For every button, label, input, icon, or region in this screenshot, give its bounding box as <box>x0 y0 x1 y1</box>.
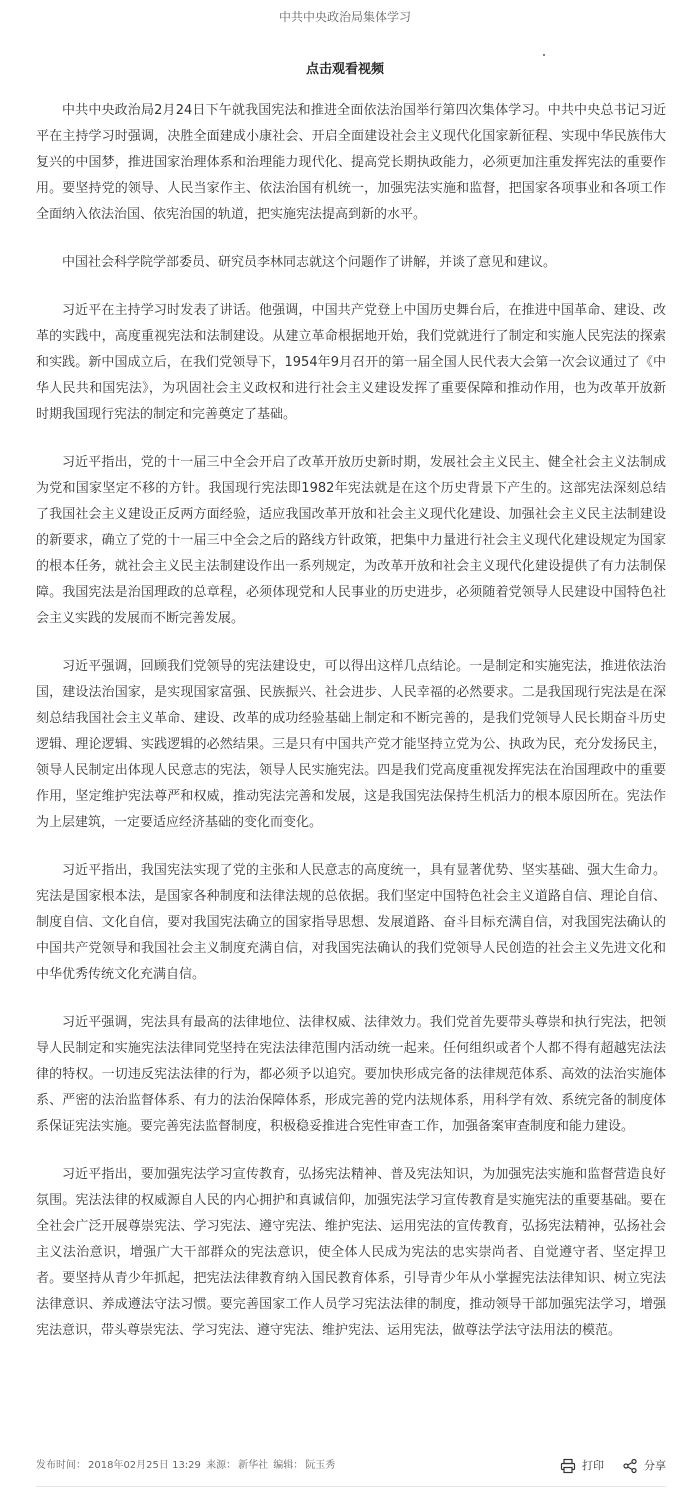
share-button[interactable] <box>622 1454 666 1478</box>
footer-divider <box>36 1486 666 1487</box>
article-footer <box>36 1454 666 1478</box>
article-paragraph: 中国社会科学院学部委员、研究员李林同志就这个问题作了讲解，并谈了意见和建议。 <box>62 255 557 270</box>
publish-time-label: 发布时间： <box>36 1460 86 1471</box>
article-paragraph: 中共中央政治局2月24日下午就我国宪法和推进全面依法治国举行第四次集体学习。中共中央总书记习近平在主持学习时强调，决胜全面建成小康社会、开启全面建设社会主义现代化国家新征程、实现中华民族伟大复兴的中国梦，推进国家治理体系和治理能力现代化、提高党长期执政能力，必须更加注重发挥宪法的重要作用。要坚持党的领导、人民当家作主、依法治国有机统一，加强宪法实施和监督，把国家各项事业和各项工作全面纳入依法治国、依宪治国的轨道，把实施宪法提高到新的水平。 <box>36 103 666 222</box>
watch-video-link[interactable]: 点击观看视频 <box>305 62 384 77</box>
article-body <box>36 98 666 1366</box>
page-title: 中共中央政治局集体学习 <box>278 10 411 24</box>
publish-time: 2018年02月25日 13:29 <box>88 1460 201 1471</box>
article-actions <box>560 1454 666 1478</box>
article-paragraph: 习近平指出，要加强宪法学习宣传教育，弘扬宪法精神、普及宪法知识，为加强宪法实施和监督营造良好氛围。宪法法律的权威源自人民的内心拥护和真诚信仰，加强宪法学习宣传教育是实施宪法的重要基础。要在全社会广泛开展尊崇宪法、学习宪法、遵守宪法、维护宪法、运用宪法的宣传教育，弘扬宪法精神，弘扬社会主义法治意识，增强广大干部群众的宪法意识，使全体人民成为宪法的忠实崇尚者、自觉遵守者、坚定捍卫者。要坚持从青少年抓起，把宪法法律教育纳入国民教育体系，引导青少年从小掌握宪法法律知识、树立宪法法律意识、养成遵法守法习惯。要完善国家工作人员学习宪法法律的制度，推动领导干部加强宪法学习，增强宪法意识，带头尊崇宪法、学习宪法、遵守宪法、维护宪法、运用宪法，做尊法学法守法用法的模范。 <box>36 1167 666 1338</box>
article-paragraph: 习近平在主持学习时发表了讲话。他强调，中国共产党登上中国历史舞台后，在推进中国革命、建设、改革的实践中，高度重视宪法和法制建设。从建立革命根据地开始，我们党就进行了制定和实施人民宪法的探索和实践。新中国成立后，在我们党领导下，1954年9月召开的第一届全国人民代表大会第一次会议通过了《中华人民共和国宪法》，为巩固社会主义政权和进行社会主义建设发挥了重要保障和推动作用，也为改革开放新时期我国现行宪法的制定和完善奠定了基础。 <box>36 303 666 422</box>
share-icon <box>622 1458 638 1474</box>
article-paragraph: 习近平指出，我国宪法实现了党的主张和人民意志的高度统一，具有显著优势、坚实基础、强大生命力。宪法是国家根本法，是国家各种制度和法律法规的总依据。我们坚定中国特色社会主义道路自信、理论自信、制度自信、文化自信，要对我国宪法确立的国家指导思想、发展道路、奋斗目标充满自信，对我国宪法确认的中国共产党领导和我国社会主义制度充满自信，对我国宪法确认的我们党领导人民创造的社会主义先进文化和中华优秀传统文化充满自信。 <box>36 863 666 982</box>
article-paragraph: 习近平强调，宪法具有最高的法律地位、法律权威、法律效力。我们党首先要带头尊崇和执行宪法，把领导人民制定和实施宪法法律同党坚持在宪法法律范围内活动统一起来。任何组织或者个人都不得有超越宪法法律的特权。一切违反宪法法律的行为，都必须予以追究。要加快形成完备的法律规范体系、高效的法治实施体系、严密的法治监督体系、有力的法治保障体系，形成完善的党内法规体系，用科学有效、系统完备的制度体系保证宪法实施。要完善宪法监督制度，积极稳妥推进合宪性审查工作，加强备案审查制度和能力建设。 <box>36 1015 666 1134</box>
source-label: 来源： <box>206 1460 237 1471</box>
article-paragraph: 习近平强调，回顾我们党领导的宪法建设史，可以得出这样几点结论。一是制定和实施宪法，推进依法治国，建设法治国家，是实现国家富强、民族振兴、社会进步、人民幸福的必然要求。二是我国现行宪法是在深刻总结我国社会主义革命、建设、改革的成功经验基础上制定和不断完善的，是我们党领导人民长期奋斗历史逻辑、理论逻辑、实践逻辑的必然结果。三是只有中国共产党才能坚持立党为公、执政为民，充分发扬民主，领导人民制定出体现人民意志的宪法，领导人民实施宪法。四是我们党高度重视发挥宪法在治国理政中的重要作用，坚定维护宪法尊严和权威，推动宪法完善和发展，这是我国宪法保持生机活力的根本原因所在。宪法作为上层建筑，一定要适应经济基础的变化而变化。 <box>36 659 666 830</box>
share-label: 分享 <box>644 1459 666 1472</box>
print-label: 打印 <box>582 1459 604 1472</box>
decorative-dot <box>543 54 545 56</box>
editor-label: 编辑： <box>273 1460 304 1471</box>
source: 新华社 <box>238 1460 269 1471</box>
article-paragraph: 习近平指出，党的十一届三中全会开启了改革开放历史新时期，发展社会主义民主、健全社会主义法制成为党和国家坚定不移的方针。我国现行宪法即1982年宪法就是在这个历史背景下产生的。这部宪法深刻总结了我国社会主义建设正反两方面经验，适应我国改革开放和社会主义现代化建设、加强社会主义民主法制建设的新要求，确立了党的十一届三中全会之后的路线方针政策，把集中力量进行社会主义现代化建设规定为国家的根本任务，就社会主义民主法制建设作出一系列规定，为改革开放和社会主义现代化建设提供了有力法制保障。我国宪法是治国理政的总章程，必须体现党和人民事业的历史进步，必须随着党领导人民建设中国特色社会主义实践的发展而不断完善发展。 <box>36 455 666 626</box>
printer-icon <box>560 1458 576 1474</box>
print-button[interactable] <box>560 1454 604 1478</box>
editor: 阮玉秀 <box>305 1460 336 1471</box>
